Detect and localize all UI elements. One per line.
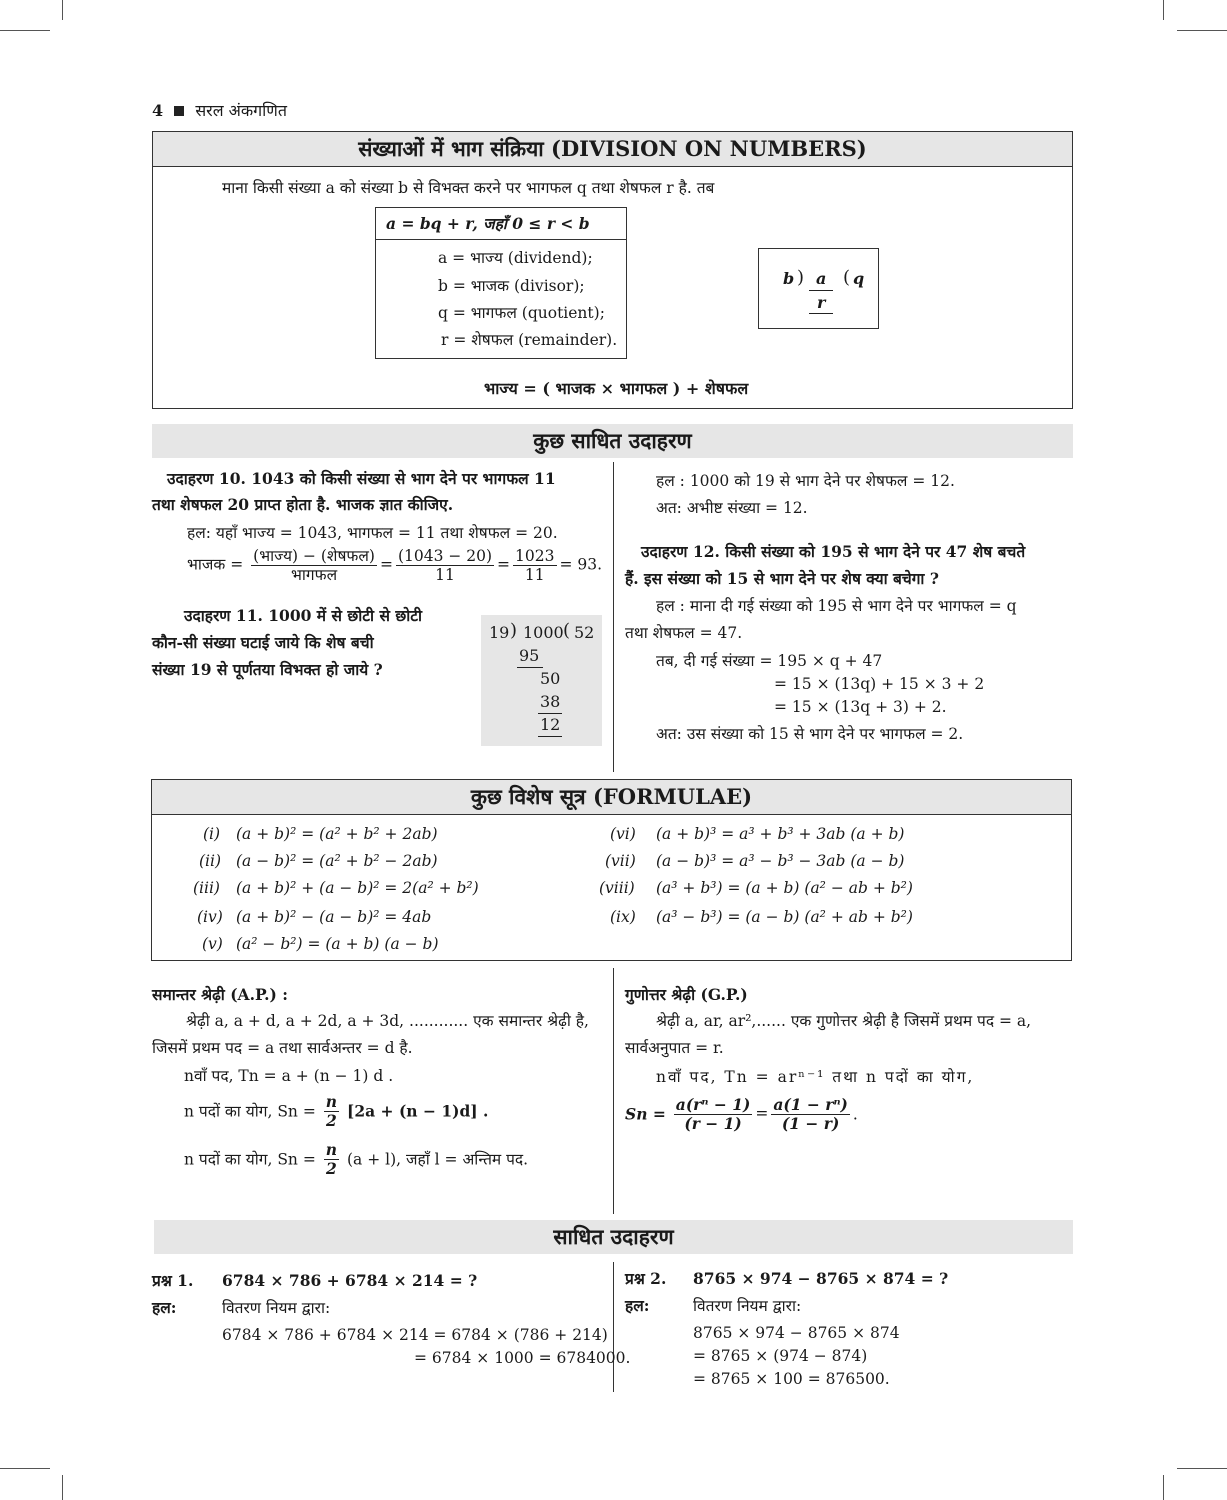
q1-step-1: वितरण नियम द्वारा: <box>222 1299 331 1317</box>
gp-frac-2 <box>771 1096 850 1133</box>
ld-line <box>517 667 543 668</box>
formula: (a + b)² = (a² + b² + 2ab) <box>236 825 438 843</box>
gp-line-2: सार्वअनुपात = r. <box>625 1039 724 1057</box>
formula: (a + b)² − (a − b)² = 4ab <box>236 908 432 926</box>
formula-num: (i) <box>203 825 221 843</box>
ap-sum-label: n पदों का योग, Sn = <box>184 1102 316 1121</box>
gp-line-3: nवाँ पद, Tn = arⁿ⁻¹ तथा n पदों का योग, <box>656 1068 975 1086</box>
diagram-quotient: q <box>853 269 865 288</box>
ap-sum-formula: (a + l), जहाँ l = अन्तिम पद. <box>347 1150 529 1169</box>
formula-num: (vi) <box>610 825 636 843</box>
long-division-box <box>481 615 602 746</box>
crop-mark <box>1163 0 1164 20</box>
square-bullet-icon <box>174 106 184 116</box>
diagram-remainder: r <box>817 293 826 312</box>
ap-line-4 <box>184 1093 488 1130</box>
frac-numerator: n <box>325 1140 338 1159</box>
gp-title: गुणोत्तर श्रेढ़ी (G.P.) <box>625 985 748 1004</box>
q2-label: प्रश्न 2. <box>625 1269 667 1288</box>
division-formula: a = bq + r, जहाँ 0 ≤ r < b <box>376 208 626 240</box>
ap-line-1: श्रेढ़ी a, a + d, a + 2d, a + 3d, ............ एक समान्तर श्रेढ़ी है, <box>186 1012 589 1030</box>
crop-mark <box>0 1468 50 1469</box>
crop-mark <box>62 0 63 20</box>
frac-denominator: भागफल <box>291 566 338 584</box>
page-number: 4 <box>152 101 164 120</box>
column-divider <box>613 462 614 772</box>
formula: (a² − b²) = (a + b) (a − b) <box>236 935 439 953</box>
ex11-question-2: कौन-सी संख्या घटाई जाये कि शेष बची <box>152 633 374 652</box>
formula-num: (vii) <box>605 852 636 870</box>
frac-denominator: 2 <box>326 1111 337 1130</box>
ld-bracket: ( <box>563 620 571 641</box>
ex12-question-2: हैं. इस संख्या को 15 से भाग देने पर शेष क्या बचेगा ? <box>625 569 939 588</box>
ap-frac <box>324 1141 339 1178</box>
ap-sum-formula: [2a + (n − 1)d] . <box>347 1101 489 1121</box>
ap-frac <box>324 1093 339 1130</box>
ex11-question-1: उदाहरण 11. 1000 में से छोटी से छोटी <box>184 606 423 625</box>
crop-mark <box>1163 1475 1164 1500</box>
ld-step: 50 <box>540 669 561 688</box>
ex10-frac-1 <box>251 547 377 584</box>
book-title: सरल अंकगणित <box>195 101 287 120</box>
ex12-solution-2: तथा शेषफल = 47. <box>625 624 743 642</box>
formula-num: (ix) <box>610 908 636 926</box>
crop-mark <box>1177 1468 1227 1469</box>
ap-line-3: nवाँ पद, Tn = a + (n − 1) d . <box>184 1067 394 1085</box>
frac-denominator: 2 <box>326 1159 337 1178</box>
frac-denominator: (1 − r) <box>781 1114 840 1133</box>
diagram-bracket-close: ( <box>843 267 851 288</box>
division-title: संख्याओं में भाग संक्रिया (DIVISION ON NUMBERS) <box>153 132 1072 167</box>
ex10-lhs: भाजक = <box>187 555 244 574</box>
ex10-result: = 93. <box>559 555 603 574</box>
formula-num: (ii) <box>199 852 222 870</box>
ld-bracket: ) <box>510 620 518 641</box>
division-intro: माना किसी संख्या a को संख्या b से विभक्त करने पर भागफल q तथा शेषफल r है. तब <box>222 179 715 197</box>
column-divider <box>613 1262 614 1392</box>
q2-step-4: = 8765 × 100 = 876500. <box>693 1370 890 1388</box>
formula-num: (v) <box>202 935 223 953</box>
frac-numerator: 1023 <box>515 547 555 565</box>
crop-mark <box>62 1475 63 1500</box>
ld-line <box>538 736 562 737</box>
formula: (a − b)² = (a² + b² − 2ab) <box>236 852 438 870</box>
diagram-line <box>809 290 833 291</box>
q2-step-1: वितरण नियम द्वारा: <box>693 1297 802 1315</box>
formula-num: (iii) <box>193 879 220 897</box>
ex12-question-1: उदाहरण 12. किसी संख्या को 195 से भाग देने पर 47 शेष बचते <box>641 542 1026 561</box>
frac-numerator: a(1 − rⁿ) <box>773 1095 848 1114</box>
q2-question: 8765 × 974 − 8765 × 874 = ? <box>693 1269 949 1288</box>
gp-sum-label: Sn = <box>625 1104 666 1124</box>
frac-numerator: n <box>325 1092 338 1111</box>
frac-denominator: (r − 1) <box>684 1114 742 1133</box>
q1-step-2: 6784 × 786 + 6784 × 214 = 6784 × (786 + 214) <box>222 1326 608 1344</box>
frac-numerator: (1043 − 20) <box>397 547 493 565</box>
formula: (a³ − b³) = (a − b) (a² + ab + b²) <box>656 908 913 926</box>
q2-step-3: = 8765 × (974 − 874) <box>693 1347 868 1365</box>
ld-step: 95 <box>519 646 540 665</box>
frac-denominator: 11 <box>435 566 455 584</box>
examples1-title: कुछ साधित उदाहरण <box>152 424 1073 458</box>
formula: (a + b)³ = a³ + b³ + 3ab (a + b) <box>656 825 905 843</box>
ap-title: समान्तर श्रेढ़ी (A.P.) : <box>152 985 288 1004</box>
frac-numerator: a(rⁿ − 1) <box>675 1095 751 1114</box>
ex12-solution-4: = 15 × (13q) + 15 × 3 + 2 <box>774 675 985 693</box>
formula: (a − b)³ = a³ − b³ − 3ab (a − b) <box>656 852 905 870</box>
ex10-frac-2 <box>396 547 494 584</box>
diagram-line <box>809 313 833 314</box>
division-diagram <box>758 248 879 329</box>
ex12-solution-1: हल : माना दी गई संख्या को 195 से भाग देने पर भागफल = q <box>656 597 1017 615</box>
q2-step-2: 8765 × 974 − 8765 × 874 <box>693 1324 900 1342</box>
ex12-solution-3: तब, दी गई संख्या = 195 × q + 47 <box>656 652 883 670</box>
ld-step: 38 <box>540 692 561 711</box>
ex12-solution-5: = 15 × (13q + 3) + 2. <box>774 698 947 716</box>
frac-denominator: 11 <box>524 566 545 584</box>
ex10-formula: भाजक = $\frac{\text{(भाज्य) − (शेषफल)}}{\text{भागफल}}$ = $\frac{(1043 - 20)}{11}$ = $\frac{1023}{11}$ = 93. <box>187 547 603 584</box>
ex12-solution-6: अत: उस संख्या को 15 से भाग देने पर भागफल = 2. <box>656 725 964 743</box>
gp-period: . <box>852 1105 858 1124</box>
def-divisor: b = भाजक (divisor); <box>438 277 585 295</box>
formulae-title: कुछ विशेष सूत्र (FORMULAE) <box>152 780 1071 815</box>
ex10-solution: हल: यहाँ भाज्य = 1043, भागफल = 11 तथा शेषफल = 20. <box>187 524 558 542</box>
ex11-question-3: संख्या 19 से पूर्णतया विभक्त हो जाये ? <box>152 660 383 679</box>
ld-step: 12 <box>540 715 561 734</box>
gp-frac-1 <box>674 1096 753 1133</box>
q1-step-3: = 6784 × 1000 = 6784000. <box>414 1349 631 1367</box>
q1-label: प्रश्न 1. <box>152 1271 194 1290</box>
ld-line <box>538 713 562 714</box>
diagram-divisor: b <box>783 269 795 288</box>
ld-quotient: 52 <box>574 623 595 642</box>
q1-hal: हल: <box>152 1298 177 1317</box>
ap-line-5 <box>184 1141 528 1178</box>
def-dividend: a = भाज्य (dividend); <box>438 249 593 267</box>
q2-hal: हल: <box>625 1296 650 1315</box>
formula: (a + b)² + (a − b)² = 2(a² + b²) <box>236 879 479 897</box>
ex10-frac-3 <box>513 547 556 584</box>
def-remainder: r = शेषफल (remainder). <box>441 331 618 349</box>
ap-line-2: जिसमें प्रथम पद = a तथा सार्वअन्तर = d है. <box>152 1039 413 1057</box>
examples2-title: साधित उदाहरण <box>154 1220 1073 1254</box>
ap-sum-label: n पदों का योग, Sn = <box>184 1150 316 1169</box>
ex11-solution-1: हल : 1000 को 19 से भाग देने पर शेषफल = 12. <box>656 472 955 490</box>
diagram-dividend: a <box>816 269 827 288</box>
running-header <box>152 100 287 122</box>
def-quotient: q = भागफल (quotient); <box>438 304 605 322</box>
formula: (a³ + b³) = (a + b) (a² − ab + b²) <box>656 879 913 897</box>
ex10-question-1: उदाहरण 10. 1043 को किसी संख्या से भाग देने पर भागफल 11 <box>167 469 556 488</box>
frac-numerator: (भाज्य) − (शेषफल) <box>253 547 375 565</box>
column-divider <box>613 968 614 1214</box>
ex11-solution-2: अत: अभीष्ट संख्या = 12. <box>656 499 808 517</box>
crop-mark <box>1177 30 1227 31</box>
diagram-bracket-open: ) <box>797 267 805 288</box>
gp-line-1: श्रेढ़ी a, ar, ar²,...... एक गुणोत्तर श्रेढ़ी है जिसमें प्रथम पद = a, <box>656 1012 1032 1030</box>
formula-num: (iv) <box>197 908 223 926</box>
q1-question: 6784 × 786 + 6784 × 214 = ? <box>222 1271 478 1290</box>
crop-mark <box>0 30 50 31</box>
division-rule: भाज्य = ( भाजक × भागफल ) + शेषफल <box>484 379 749 398</box>
ex10-question-2: तथा शेषफल 20 प्राप्त होता है. भाजक ज्ञात कीजिए. <box>152 495 454 514</box>
ld-divisor: 19 <box>489 623 510 642</box>
formula-num: (viii) <box>599 879 635 897</box>
gp-line-4: Sn = $\frac{\text{a(rⁿ − 1)}}{(r - 1)}$ = $\frac{\text{a(1 − rⁿ)}}{(1 - r)}$ . <box>625 1095 858 1133</box>
ld-dividend: 1000 <box>523 623 564 642</box>
